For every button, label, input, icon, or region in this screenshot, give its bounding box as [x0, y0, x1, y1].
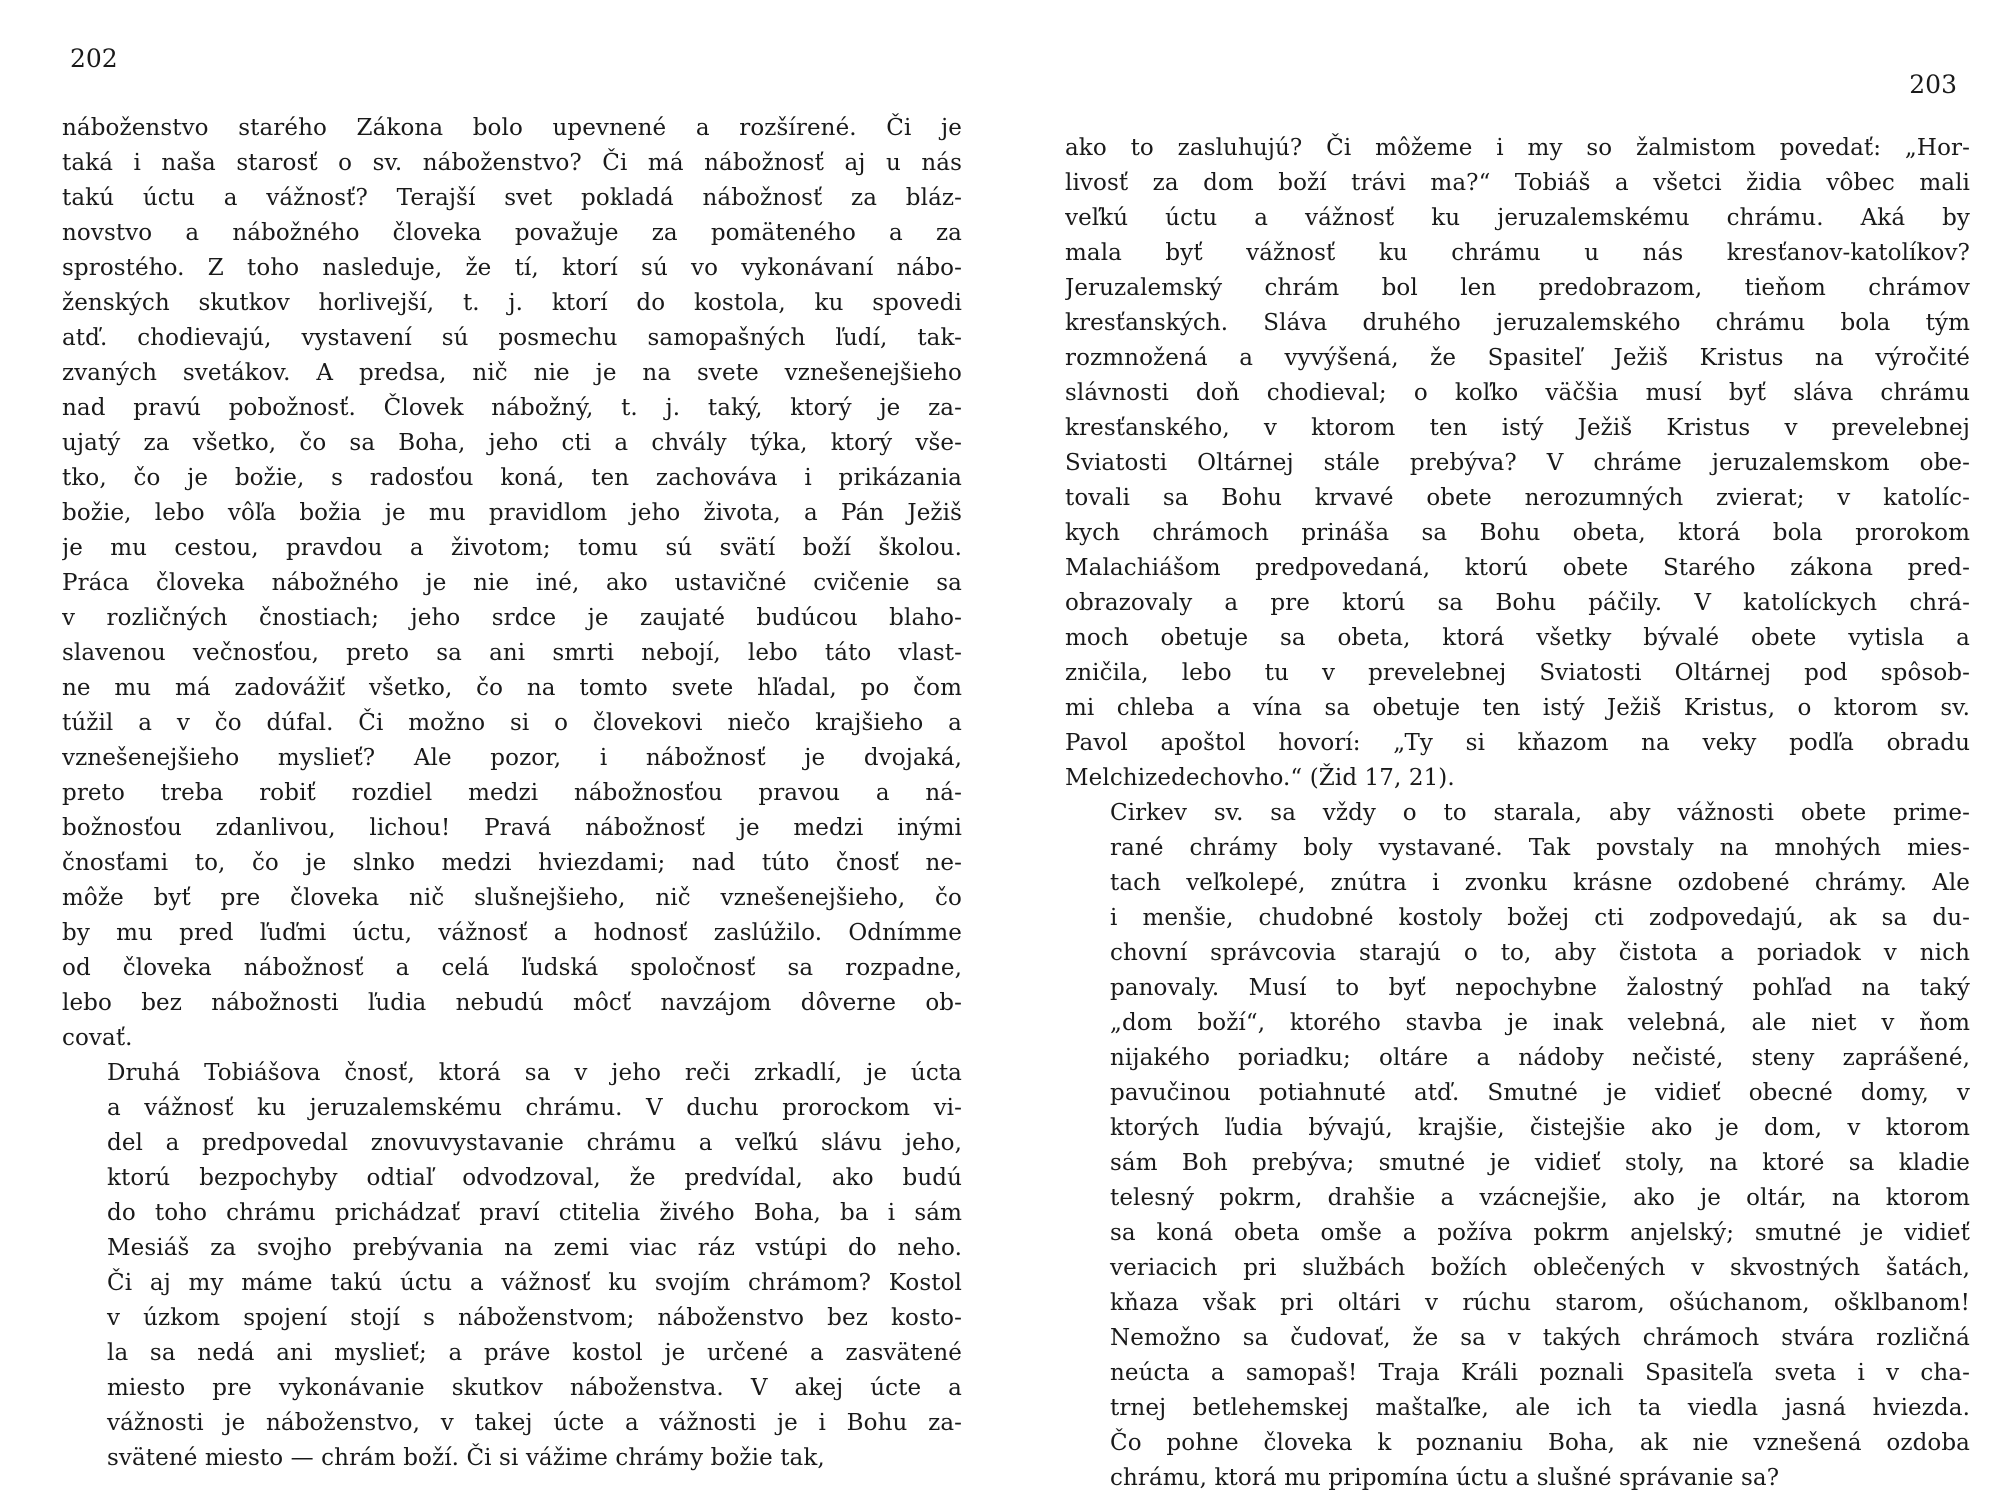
text-line: mala byť vážnosť ku chrámu u nás kresťanov-katolíkov?: [1065, 240, 1970, 266]
text-line: tko, čo je božie, s radosťou koná, ten zachováva i prikázania: [62, 465, 962, 491]
text-line: kych chrámoch prináša sa Bohu obeta, ktorá bola prorokom: [1065, 520, 1970, 546]
text-line: Jeruzalemský chrám bol len predobrazom, tieňom chrámov: [1065, 275, 1970, 301]
text-line: Melchizedechovho.“ (Žid 17, 21).: [1065, 765, 1455, 791]
text-line: preto treba robiť rozdiel medzi nábožnosťou pravou a ná-: [62, 780, 962, 806]
text-line: do toho chrámu prichádzať praví ctitelia živého Boha, ba i sám: [107, 1200, 962, 1226]
text-line: Druhá Tobiášova čnosť, ktorá sa v jeho reči zrkadlí, je úcta: [107, 1060, 962, 1086]
text-line: božie, lebo vôľa božia je mu pravidlom jeho života, a Pán Ježiš: [62, 500, 962, 526]
text-line: takú úctu a vážnosť? Terajší svet pokladá nábožnosť za bláz-: [62, 185, 962, 211]
text-line: livosť za dom boží trávi ma?“ Tobiáš a všetci židia vôbec mali: [1065, 170, 1970, 196]
text-line: náboženstvo starého Zákona bolo upevnené a rozšírené. Či je: [62, 115, 962, 141]
text-line: obrazovaly a pre ktorú sa Bohu páčily. V katolíckych chrá-: [1065, 590, 1970, 616]
text-line: je mu cestou, pravdou a životom; tomu sú svätí boží školou.: [62, 535, 962, 561]
text-line: od človeka nábožnosť a celá ľudská spoločnosť sa rozpadne,: [62, 955, 962, 981]
text-line: pavučinou potiahnuté atď. Smutné je vidieť obecné domy, v: [1110, 1080, 1970, 1106]
text-line: i menšie, chudobné kostoly božej cti zodpovedajú, ak sa du-: [1110, 905, 1970, 931]
text-line: túžil a v čo dúfal. Či možno si o človekovi niečo krajšieho a: [62, 710, 962, 736]
page-number: 202: [70, 44, 118, 73]
text-line: sprostého. Z toho nasleduje, že tí, ktorí sú vo vykonávaní nábo-: [62, 255, 962, 281]
text-line: lebo bez nábožnosti ľudia nebudú môcť navzájom dôverne ob-: [62, 990, 962, 1016]
text-line: vznešenejšieho myslieť? Ale pozor, i nábožnosť je dvojaká,: [62, 745, 962, 771]
text-line: Čo pohne človeka k poznaniu Boha, ak nie vznešená ozdoba: [1110, 1430, 1970, 1456]
text-line: Či aj my máme takú úctu a vážnosť ku svojím chrámom? Kostol: [107, 1270, 962, 1296]
text-line: ktorých ľudia bývajú, krajšie, čistejšie ako je dom, v ktorom: [1110, 1115, 1970, 1141]
text-line: Mesiáš za svojho prebývania na zemi viac ráz vstúpi do neho.: [107, 1235, 962, 1261]
text-line: slavenou večnosťou, preto sa ani smrti nebojí, lebo táto vlast-: [62, 640, 962, 666]
paragraph: [1065, 131, 1970, 796]
text-line: „dom boží“, ktorého stavba je inak velebná, ale niet v ňom: [1110, 1010, 1970, 1036]
text-line: Nemožno sa čudovať, že sa v takých chrámoch stvára rozličná: [1110, 1325, 1970, 1351]
text-line: ujatý za všetko, čo sa Boha, jeho cti a chvály týka, ktorý vše-: [62, 430, 962, 456]
text-line: zvaných svetákov. A predsa, nič nie je na svete vznešenejšieho: [62, 360, 962, 386]
text-line: božnosťou zdanlivou, lichou! Pravá nábožnosť je medzi inými: [62, 815, 962, 841]
text-line: panovaly. Musí to byť nepochybne žalostný pohľad na taký: [1110, 975, 1970, 1001]
text-line: vážnosti je náboženstvo, v takej úcte a vážnosti je i Bohu za-: [107, 1410, 962, 1436]
text-line: tach veľkolepé, znútra i zvonku krásne ozdobené chrámy. Ale: [1110, 870, 1970, 896]
text-line: covať.: [62, 1025, 133, 1051]
text-line: čnosťami to, čo je slnko medzi hviezdami; nad túto čnosť ne-: [62, 850, 962, 876]
text-line: atď. chodievajú, vystavení sú posmechu samopašných ľudí, tak-: [62, 325, 962, 351]
text-line: chrámu, ktorá mu pripomína úctu a slušné správanie sa?: [1110, 1465, 1780, 1491]
text-line: Sviatosti Oltárnej stále prebýva? V chráme jeruzalemskom obe-: [1065, 450, 1970, 476]
text-line: môže byť pre človeka nič slušnejšieho, nič vznešenejšieho, čo: [62, 885, 962, 911]
text-line: a vážnosť ku jeruzalemskému chrámu. V duchu prorockom vi-: [107, 1095, 962, 1121]
text-line: miesto pre vykonávanie skutkov náboženstva. V akej úcte a: [107, 1375, 962, 1401]
text-line: sa koná obeta omše a požíva pokrm anjelský; smutné je vidieť: [1110, 1220, 1970, 1246]
text-line: neúcta a samopaš! Traja Králi poznali Spasiteľa sveta i v cha-: [1110, 1360, 1970, 1386]
text-line: ne mu má zadovážiť všetko, čo na tomto svete hľadal, po čom: [62, 675, 962, 701]
text-line: rozmnožená a vyvýšená, že Spasiteľ Ježiš Kristus na výročité: [1065, 345, 1970, 371]
text-line: trnej betlehemskej maštaľke, ale ich ta viedla jasná hviezda.: [1110, 1395, 1970, 1421]
text-column: [62, 111, 962, 1476]
text-line: la sa nedá ani myslieť; a práve kostol je určené a zasvätené: [107, 1340, 962, 1366]
text-line: ako to zasluhujú? Či môžeme i my so žalmistom povedať: „Hor-: [1065, 135, 1970, 161]
text-line: nijakého poriadku; oltáre a nádoby nečisté, steny zaprášené,: [1110, 1045, 1970, 1071]
text-line: sám Boh prebýva; smutné je vidieť stoly, na ktoré sa kladie: [1110, 1150, 1970, 1176]
text-line: moch obetuje sa obeta, ktorá všetky bývalé obete vytisla a: [1065, 625, 1970, 651]
text-line: rané chrámy boly vystavané. Tak povstaly na mnohých mies-: [1110, 835, 1970, 861]
text-line: slávnosti doň chodieval; o koľko väčšia musí byť sláva chrámu: [1065, 380, 1970, 406]
paragraph: [62, 111, 962, 1056]
text-line: novstvo a nábožného človeka považuje za pomäteného a za: [62, 220, 962, 246]
text-line: kňaza však pri oltári v rúchu starom, ošúchanom, ošklbanom!: [1110, 1290, 1970, 1316]
text-line: taká i naša starosť o sv. náboženstvo? Či má nábožnosť aj u nás: [62, 150, 962, 176]
text-line: Pavol apoštol hovorí: „Ty si kňazom na veky podľa obradu: [1065, 730, 1970, 756]
text-line: Malachiášom predpovedaná, ktorú obete Starého zákona pred-: [1065, 555, 1970, 581]
text-line: v úzkom spojení stojí s náboženstvom; náboženstvo bez kosto-: [107, 1305, 962, 1331]
text-line: ženských skutkov horlivejší, t. j. ktorí do kostola, ku spovedi: [62, 290, 962, 316]
text-line: mi chleba a vína sa obetuje ten istý Ježiš Kristus, o ktorom sv.: [1065, 695, 1970, 721]
text-line: nad pravú pobožnosť. Človek nábožný, t. j. taký, ktorý je za-: [62, 395, 962, 421]
text-line: chovní správcovia starajú o to, aby čistota a poriadok v nich: [1110, 940, 1970, 966]
text-line: zničila, lebo tu v prevelebnej Sviatosti Oltárnej pod spôsob-: [1065, 660, 1970, 686]
text-line: Práca človeka nábožného je nie iné, ako ustavičné cvičenie sa: [62, 570, 962, 596]
text-line: veriacich pri službách božích oblečených v skvostných šatách,: [1110, 1255, 1970, 1281]
text-line: Cirkev sv. sa vždy o to starala, aby vážnosti obete prime-: [1110, 800, 1970, 826]
text-line: svätené miesto — chrám boží. Či si vážime chrámy božie tak,: [107, 1445, 825, 1471]
text-line: v rozličných čnostiach; jeho srdce je zaujaté budúcou blaho-: [62, 605, 962, 631]
text-line: del a predpovedal znovuvystavanie chrámu a veľkú slávu jeho,: [107, 1130, 962, 1156]
paragraph: [62, 1056, 962, 1476]
text-line: kresťanských. Sláva druhého jeruzalemského chrámu bola tým: [1065, 310, 1970, 336]
right-page: [1006, 0, 2012, 1500]
text-line: telesný pokrm, drahšie a vzácnejšie, ako je oltár, na ktorom: [1110, 1185, 1970, 1211]
text-line: ktorú bezpochyby odtiaľ odvodzoval, že predvídal, ako budú: [107, 1165, 962, 1191]
text-line: kresťanského, v ktorom ten istý Ježiš Kristus v prevelebnej: [1065, 415, 1970, 441]
page-number: 203: [1909, 70, 1957, 99]
text-line: tovali sa Bohu krvavé obete nerozumných zvierat; v katolíc-: [1065, 485, 1970, 511]
paragraph: [1065, 796, 1970, 1496]
text-line: veľkú úctu a vážnosť ku jeruzalemskému chrámu. Aká by: [1065, 205, 1970, 231]
text-column: [1065, 131, 1970, 1496]
text-line: by mu pred ľuďmi úctu, vážnosť a hodnosť zaslúžilo. Odnímme: [62, 920, 962, 946]
